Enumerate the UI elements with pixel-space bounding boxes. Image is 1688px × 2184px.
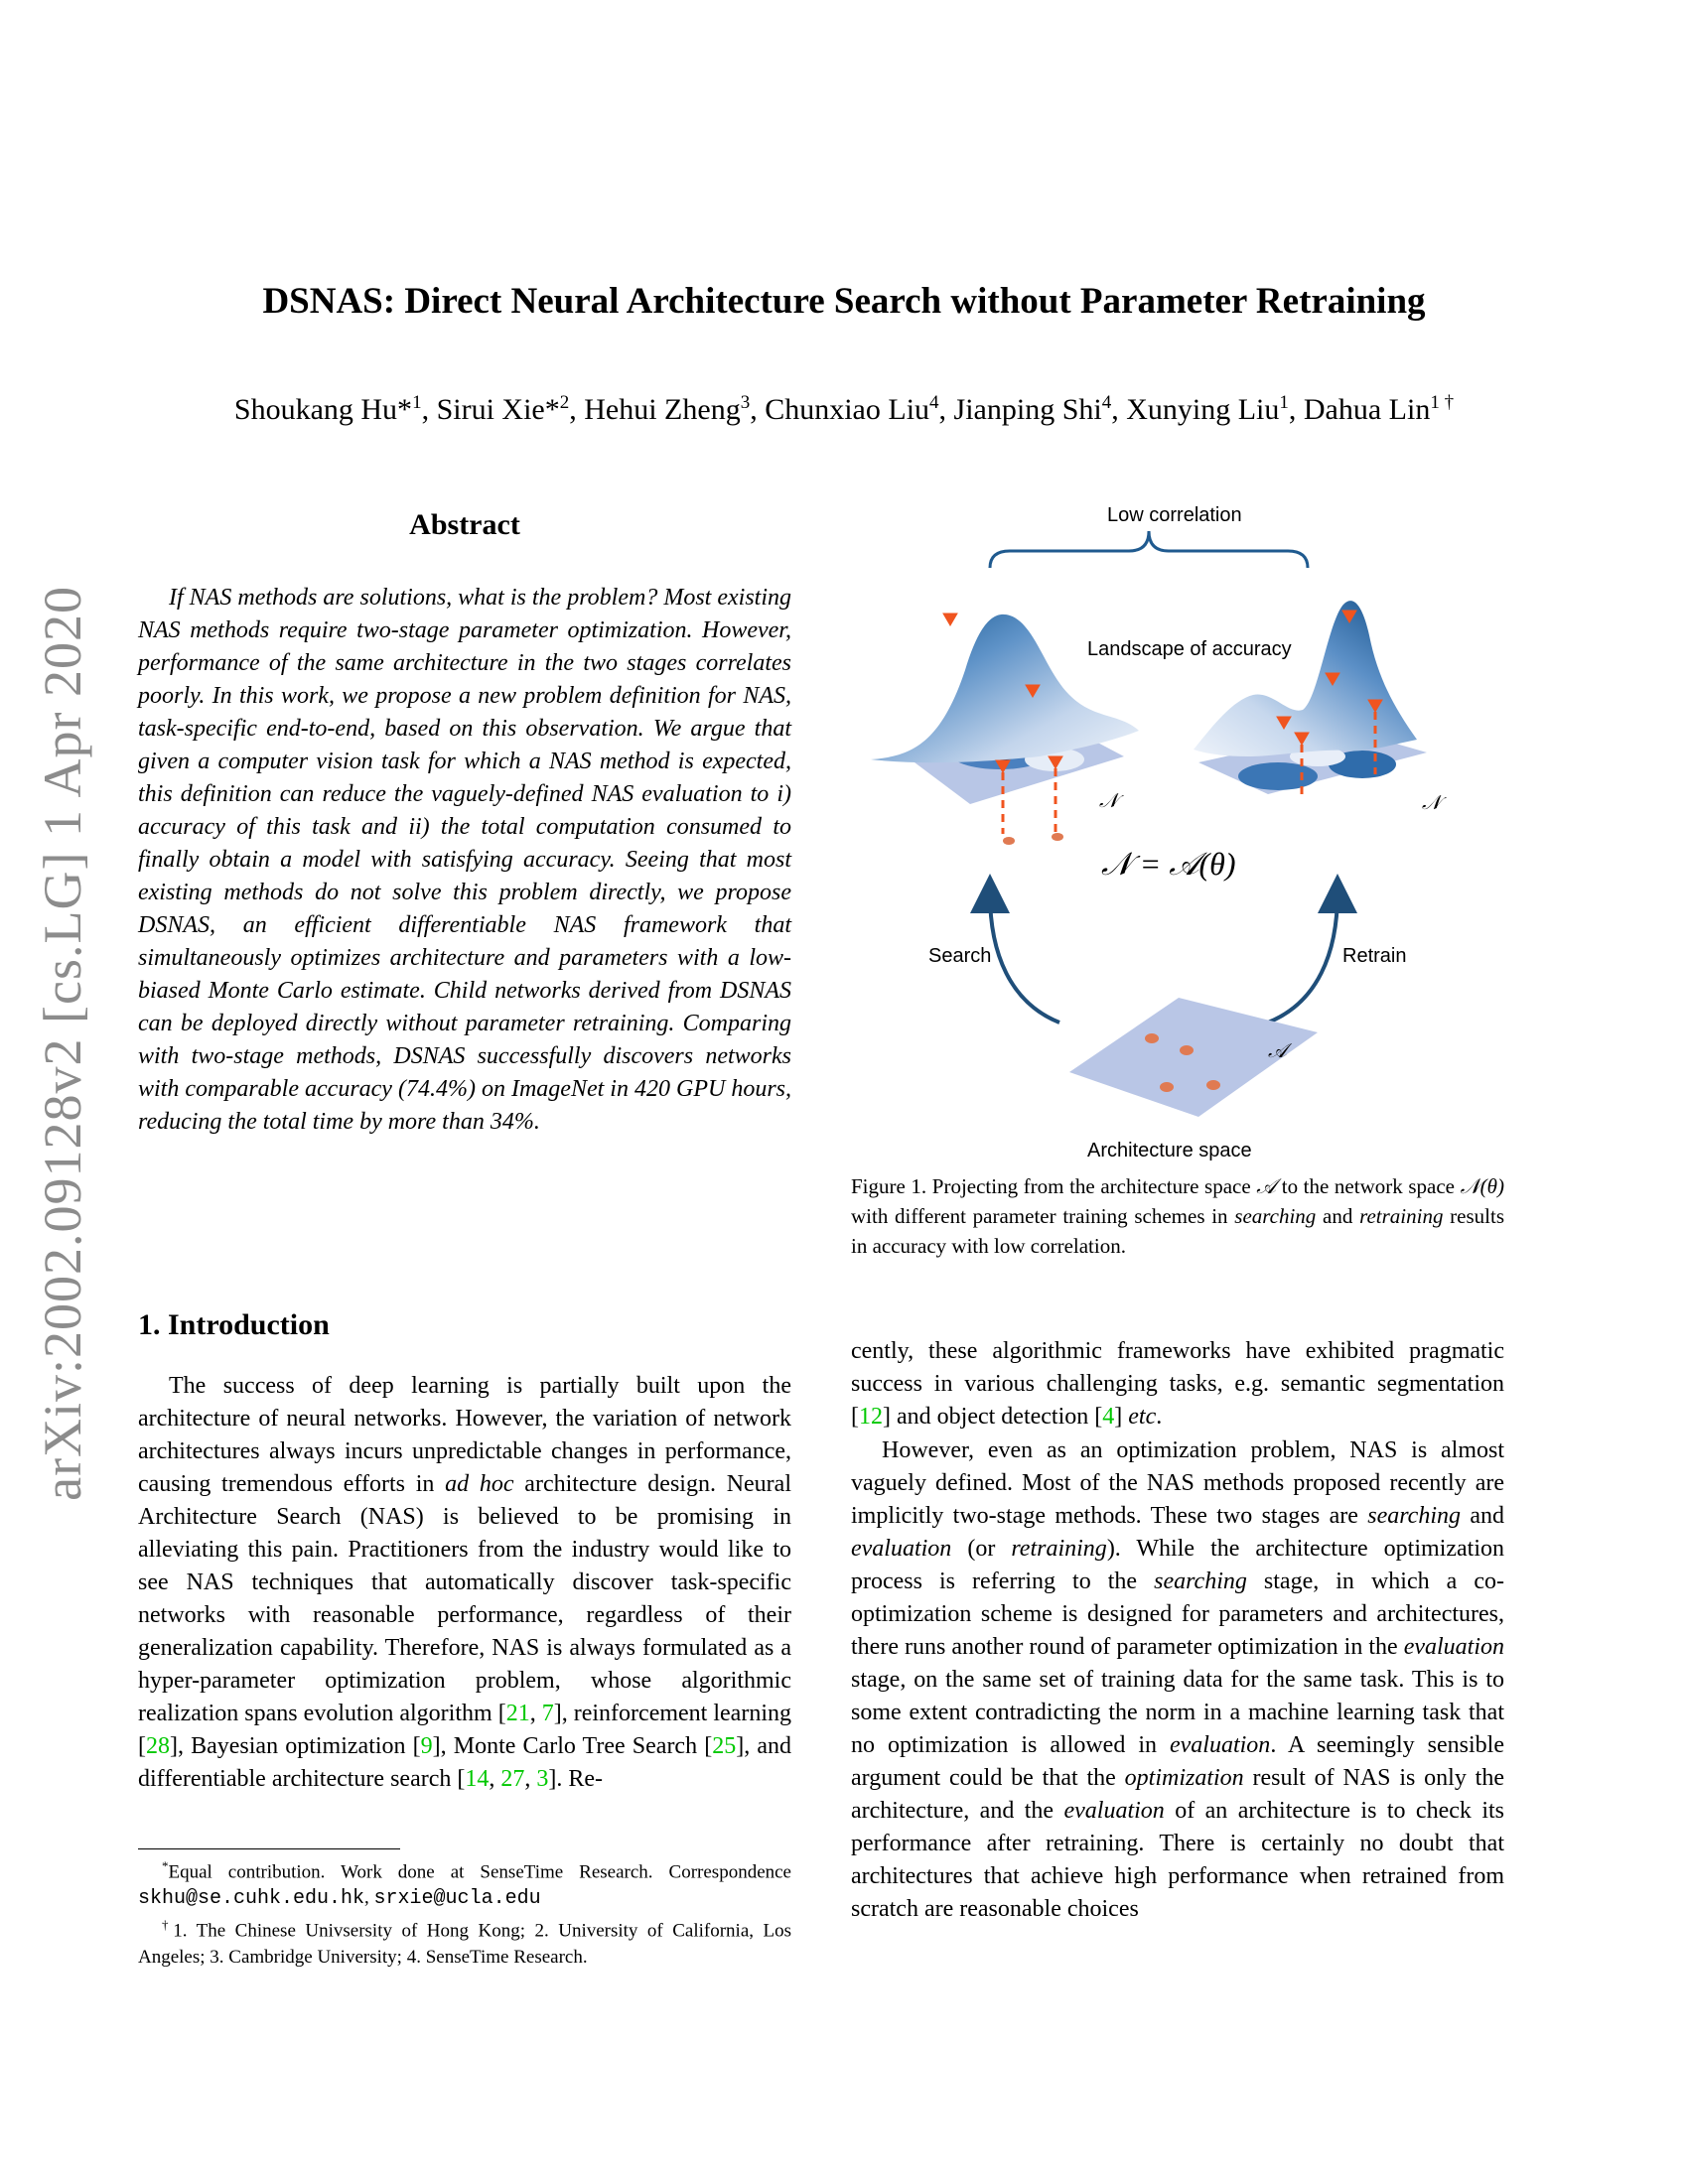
- brace-shape: [990, 531, 1308, 568]
- accuracy-surface-left: [871, 614, 1139, 762]
- author: [234, 393, 422, 426]
- label-retrain: Retrain: [1342, 945, 1407, 967]
- author-name: Chunxiao Liu: [765, 393, 930, 426]
- arxiv-identifier-container: [22, 586, 121, 1578]
- citation-link[interactable]: 4: [1102, 1404, 1115, 1430]
- intro-paragraph-2: However, even as an optimization problem, NAS is almost vaguely defined. Most of the NAS methods proposed recently are implicitly two-stage methods. These two stages are searching and evaluation (or retraining). While the architecture optimization process is referring to the searching stage, in which a co-optimization scheme is designed for parameters and architectures, there runs another round of parameter optimization in the evaluation stage, on the same set of training data for the same task. This is to some extent contradicting the norm in a machine learning task that no optimization is allowed in evaluation. A seemingly sensible argument could be that the optimization result of NAS is only the architecture, and the evaluation of an architecture is to check its performance after retraining. There is certainly no doubt that architectures that achieve high performance when retrained from scratch are reasonable choices: [851, 1437, 1505, 1922]
- section-heading-introduction: 1. Introduction: [138, 1308, 330, 1341]
- citation-link[interactable]: 12: [859, 1404, 883, 1430]
- contour-right-inner: [1238, 762, 1318, 790]
- author: [954, 393, 1112, 426]
- author-name: Dahua Lin: [1303, 393, 1431, 426]
- peak-marker: [943, 614, 957, 625]
- abstract-heading: Abstract: [409, 508, 520, 541]
- citation-link[interactable]: 3: [536, 1766, 549, 1792]
- label-search: Search: [928, 945, 992, 967]
- author: [584, 393, 750, 426]
- arxiv-identifier: arXiv:2002.09128v2 [cs.LG] 1 Apr 2020: [33, 586, 92, 1501]
- citation-link[interactable]: 7: [541, 1701, 554, 1726]
- citation-link[interactable]: 28: [146, 1733, 170, 1759]
- figure-caption: Figure 1. Projecting from the architecture space 𝒜 to the network space 𝒩(θ) with different parameter training schemes in searching and retraining results in accuracy with low correlation.: [851, 1174, 1504, 1258]
- formula-network-space: 𝒩 = 𝒜(θ): [1101, 846, 1236, 882]
- architecture-point: [1180, 1045, 1194, 1055]
- citation-link[interactable]: 25: [712, 1733, 737, 1759]
- author-affiliation: 1: [412, 392, 422, 413]
- author: [1126, 393, 1289, 426]
- author-name: Shoukang Hu*: [233, 393, 413, 426]
- author-affiliation: 1: [1279, 392, 1289, 413]
- author-affiliation: 4: [1101, 392, 1112, 413]
- email-link[interactable]: srxie@ucla.edu: [373, 1887, 541, 1911]
- footnote-1: *Equal contribution. Work done at SenseTime Research. Correspondence skhu@se.cuhk.edu.hk, srxie@ucla.edu: [138, 1858, 791, 1911]
- symbol-n-right: 𝒩: [1422, 792, 1442, 814]
- email-link[interactable]: skhu@se.cuhk.edu.hk: [138, 1887, 365, 1911]
- author-affiliation: 2: [559, 392, 570, 413]
- footnote-rule: [138, 1848, 400, 1849]
- figure-1: [851, 496, 1504, 1171]
- author: [1304, 393, 1454, 426]
- architecture-point: [1052, 833, 1063, 841]
- architecture-point: [1145, 1033, 1159, 1043]
- author: [437, 393, 570, 426]
- intro-paragraph-1-continued: cently, these algorithmic frameworks have exhibited pragmatic success in various challenging tasks, e.g. semantic segmentation [12] and object detection [4] etc.: [851, 1338, 1504, 1430]
- footnote-2: †1. The Chinese Univsersity of Hong Kong; 2. University of California, Los Angeles; 3. Cambridge University; 4. SenseTime Research.: [138, 1917, 792, 1968]
- citation-link[interactable]: 27: [500, 1766, 525, 1792]
- label-landscape-of-accuracy: Landscape of accuracy: [1087, 638, 1292, 660]
- architecture-point: [1160, 1082, 1174, 1092]
- author: [765, 393, 938, 426]
- citation-link[interactable]: 14: [465, 1766, 490, 1792]
- label-architecture-space: Architecture space: [1087, 1140, 1252, 1161]
- author-name: Sirui Xie*: [436, 393, 560, 426]
- footnotes: [138, 1853, 791, 1971]
- architecture-point: [1003, 837, 1015, 845]
- author-affiliation: 1 †: [1430, 392, 1455, 413]
- author-name: Hehui Zheng: [584, 393, 741, 426]
- author-affiliation: 3: [740, 392, 751, 413]
- symbol-n-left: 𝒩: [1099, 790, 1119, 812]
- label-low-correlation: Low correlation: [1107, 504, 1242, 526]
- author-name: Xunying Liu: [1126, 393, 1280, 426]
- architecture-point: [1206, 1080, 1220, 1090]
- abstract-text: If NAS methods are solutions, what is the problem? Most existing NAS methods require two-stage parameter optimization. However, performance of the same architecture in the two stages correlates poorly. In this work, we propose a new problem definition for NAS, task-specific end-to-end, based on this observation. We argue that given a computer vision task for which a NAS method is expected, this definition can reduce the vaguely-defined NAS evaluation to i) accuracy of this task and ii) the total computation consumed to finally obtain a model with satisfying accuracy. Seeing that most existing methods do not solve this problem directly, we propose DSNAS, an efficient differentiable NAS framework that simultaneously optimizes architecture and parameters with a low-biased Monte Carlo estimate. Child networks derived from DSNAS can be deployed directly without parameter retraining. Comparing with two-stage methods, DSNAS successfully discovers networks with comparable accuracy (74.4%) on ImageNet in 420 GPU hours, reducing the total time by more than 34%.: [138, 585, 791, 1135]
- intro-paragraph-1: The success of deep learning is partially built upon the architecture of neural networks. However, the variation of network architectures always incurs unpredictable changes in performance, causing tremendous efforts in ad hoc architecture design. Neural Architecture Search (NAS) is believed to be promising in alleviating this pain. Practitioners from the industry would like to see NAS techniques that automatically discover task-specific networks with reasonable performance, regardless of their generalization capability. Therefore, NAS is always formulated as a hyper-parameter optimization problem, whose algorithmic realization spans evolution algorithm [21, 7], reinforcement learning [28], Bayesian optimization [9], Monte Carlo Tree Search [25], and differentiable architecture search [14, 27, 3]. Re-: [138, 1373, 791, 1792]
- search-arrow: [990, 893, 1059, 1023]
- author-affiliation: 4: [929, 392, 939, 413]
- author-list: Shoukang Hu*$^1$, Sirui Xie*$^2$, Hehui Zheng$^3$, Chunxiao Liu$^4$, Jianping Shi$^4$, Xunying Liu$^1$, Dahua Lin$^{1 \dagger}$: [233, 392, 1455, 426]
- symbol-a: 𝒜: [1268, 1040, 1287, 1062]
- retrain-arrow: [1268, 893, 1337, 1023]
- citation-link[interactable]: 9: [420, 1733, 433, 1759]
- author-name: Jianping Shi: [953, 393, 1102, 426]
- figure-illustration: [851, 496, 1504, 1171]
- citation-link[interactable]: 21: [505, 1701, 530, 1726]
- paper-title: DSNAS: Direct Neural Architecture Search without Parameter Retraining: [262, 281, 1426, 322]
